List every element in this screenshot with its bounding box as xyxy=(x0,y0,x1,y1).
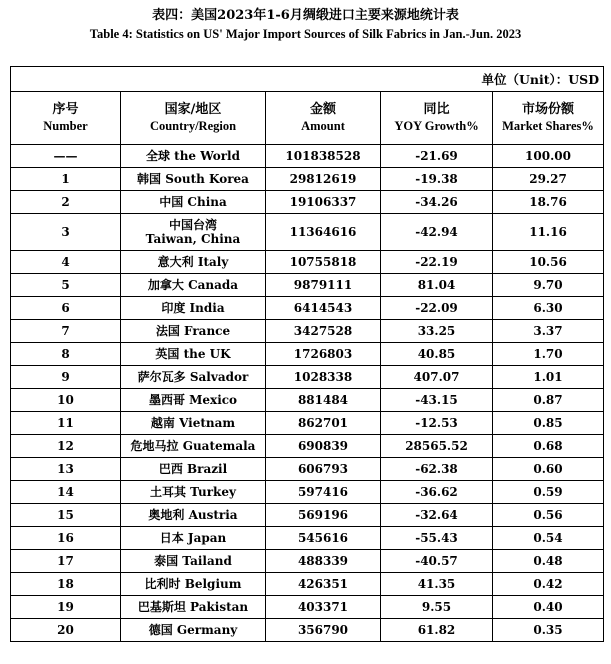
cell-yoy: -43.15 xyxy=(381,389,493,412)
cell-amount: 597416 xyxy=(266,481,381,504)
cell-share: 1.01 xyxy=(493,366,604,389)
header-en: YOY Growth% xyxy=(394,119,479,133)
cell-country: 德国 Germany xyxy=(121,619,266,642)
cell-yoy: -22.09 xyxy=(381,297,493,320)
cell-yoy: -62.38 xyxy=(381,458,493,481)
cell-yoy: -32.64 xyxy=(381,504,493,527)
cell-share: 3.37 xyxy=(493,320,604,343)
cell-country: 巴基斯坦 Pakistan xyxy=(121,596,266,619)
cell-country: 危地马拉 Guatemala xyxy=(121,435,266,458)
cell-number: 11 xyxy=(11,412,121,435)
table-row xyxy=(11,435,604,458)
cell-number: 20 xyxy=(11,619,121,642)
cell-number: 18 xyxy=(11,573,121,596)
cell-amount: 6414543 xyxy=(266,297,381,320)
header-yoy xyxy=(381,92,493,145)
cell-amount: 3427528 xyxy=(266,320,381,343)
cell-amount: 29812619 xyxy=(266,168,381,191)
cell-country: 法国 France xyxy=(121,320,266,343)
cell-amount: 101838528 xyxy=(266,145,381,168)
table-row xyxy=(11,191,604,214)
cell-amount: 1726803 xyxy=(266,343,381,366)
cell-yoy: 40.85 xyxy=(381,343,493,366)
cell-amount: 862701 xyxy=(266,412,381,435)
cell-share: 0.68 xyxy=(493,435,604,458)
cell-yoy: -21.69 xyxy=(381,145,493,168)
header-cn: 金额 xyxy=(309,102,336,117)
cell-country xyxy=(121,214,266,251)
cell-country: 全球 the World xyxy=(121,145,266,168)
header-cn: 同比 xyxy=(423,102,450,117)
header-amount xyxy=(266,92,381,145)
cell-number: 10 xyxy=(11,389,121,412)
cell-country: 巴西 Brazil xyxy=(121,458,266,481)
header-cn: 市场份额 xyxy=(522,102,575,117)
header-cn: 序号 xyxy=(52,102,79,117)
header-en: Market Shares% xyxy=(502,119,594,133)
table-row xyxy=(11,168,604,191)
cell-number: 4 xyxy=(11,251,121,274)
cell-amount: 356790 xyxy=(266,619,381,642)
header-en: Number xyxy=(43,119,88,133)
header-country xyxy=(121,92,266,145)
cell-country: 日本 Japan xyxy=(121,527,266,550)
unit-label: 单位（Unit）：USD xyxy=(11,67,604,92)
cell-number: 19 xyxy=(11,596,121,619)
cell-yoy: -19.38 xyxy=(381,168,493,191)
table-row xyxy=(11,145,604,168)
table-row xyxy=(11,596,604,619)
cell-share: 0.48 xyxy=(493,550,604,573)
cell-number: 1 xyxy=(11,168,121,191)
cell-yoy: -34.26 xyxy=(381,191,493,214)
cell-amount: 403371 xyxy=(266,596,381,619)
cell-share: 18.76 xyxy=(493,191,604,214)
table-row xyxy=(11,573,604,596)
table-row xyxy=(11,274,604,297)
cell-amount: 9879111 xyxy=(266,274,381,297)
cell-yoy: 41.35 xyxy=(381,573,493,596)
cell-share: 29.27 xyxy=(493,168,604,191)
table-title-chinese: 表四：美国2023年1-6月绸缎进口主要来源地统计表 xyxy=(152,8,459,23)
cell-share: 0.59 xyxy=(493,481,604,504)
cell-number: 6 xyxy=(11,297,121,320)
table-row xyxy=(11,214,604,251)
header-en: Country/Region xyxy=(149,119,237,133)
import-sources-table xyxy=(10,66,604,642)
header-en: Amount xyxy=(301,119,345,133)
cell-yoy: -42.94 xyxy=(381,214,493,251)
cell-country: 韩国 South Korea xyxy=(121,168,266,191)
table-row xyxy=(11,504,604,527)
country-name-en: Taiwan, China xyxy=(145,232,241,246)
table-row xyxy=(11,481,604,504)
cell-amount: 606793 xyxy=(266,458,381,481)
cell-share: 0.42 xyxy=(493,573,604,596)
table-row xyxy=(11,343,604,366)
cell-amount: 11364616 xyxy=(266,214,381,251)
cell-share: 0.35 xyxy=(493,619,604,642)
cell-number: 5 xyxy=(11,274,121,297)
cell-share: 0.40 xyxy=(493,596,604,619)
table-row xyxy=(11,389,604,412)
cell-country: 土耳其 Turkey xyxy=(121,481,266,504)
cell-amount: 19106337 xyxy=(266,191,381,214)
cell-country: 意大利 Italy xyxy=(121,251,266,274)
cell-country: 越南 Vietnam xyxy=(121,412,266,435)
cell-number: 3 xyxy=(11,214,121,251)
cell-yoy: -55.43 xyxy=(381,527,493,550)
cell-country: 萨尔瓦多 Salvador xyxy=(121,366,266,389)
cell-number: 2 xyxy=(11,191,121,214)
cell-share: 9.70 xyxy=(493,274,604,297)
cell-number: 8 xyxy=(11,343,121,366)
unit-row xyxy=(11,67,604,92)
cell-share: 0.60 xyxy=(493,458,604,481)
cell-yoy: -40.57 xyxy=(381,550,493,573)
table-row xyxy=(11,297,604,320)
cell-number: 17 xyxy=(11,550,121,573)
table-title-english: Table 4: Statistics on US' Major Import Sources of Silk Fabrics in Jan.-Jun. 2023 xyxy=(89,27,522,41)
cell-yoy: -22.19 xyxy=(381,251,493,274)
table-row xyxy=(11,366,604,389)
cell-amount: 1028338 xyxy=(266,366,381,389)
table-row xyxy=(11,619,604,642)
cell-yoy: 407.07 xyxy=(381,366,493,389)
cell-number: 16 xyxy=(11,527,121,550)
cell-country: 泰国 Tailand xyxy=(121,550,266,573)
cell-country: 印度 India xyxy=(121,297,266,320)
table-row xyxy=(11,458,604,481)
cell-country: 加拿大 Canada xyxy=(121,274,266,297)
cell-yoy: -36.62 xyxy=(381,481,493,504)
cell-yoy: 33.25 xyxy=(381,320,493,343)
cell-yoy: 81.04 xyxy=(381,274,493,297)
table-row xyxy=(11,320,604,343)
cell-amount: 569196 xyxy=(266,504,381,527)
cell-country: 墨西哥 Mexico xyxy=(121,389,266,412)
cell-amount: 881484 xyxy=(266,389,381,412)
cell-number: —— xyxy=(11,145,121,168)
cell-share: 100.00 xyxy=(493,145,604,168)
cell-share: 11.16 xyxy=(493,214,604,251)
cell-share: 0.85 xyxy=(493,412,604,435)
cell-number: 15 xyxy=(11,504,121,527)
table-row xyxy=(11,527,604,550)
cell-yoy: 28565.52 xyxy=(381,435,493,458)
cell-country: 英国 the UK xyxy=(121,343,266,366)
cell-share: 0.54 xyxy=(493,527,604,550)
header-number xyxy=(11,92,121,145)
cell-number: 7 xyxy=(11,320,121,343)
cell-number: 9 xyxy=(11,366,121,389)
cell-yoy: -12.53 xyxy=(381,412,493,435)
cell-number: 13 xyxy=(11,458,121,481)
cell-share: 6.30 xyxy=(493,297,604,320)
cell-country: 中国 China xyxy=(121,191,266,214)
cell-number: 14 xyxy=(11,481,121,504)
cell-country: 奥地利 Austria xyxy=(121,504,266,527)
cell-share: 0.56 xyxy=(493,504,604,527)
header-cn: 国家/地区 xyxy=(164,102,222,117)
cell-yoy: 9.55 xyxy=(381,596,493,619)
cell-yoy: 61.82 xyxy=(381,619,493,642)
cell-amount: 690839 xyxy=(266,435,381,458)
cell-share: 1.70 xyxy=(493,343,604,366)
header-row xyxy=(11,92,604,145)
cell-amount: 545616 xyxy=(266,527,381,550)
table-row xyxy=(11,412,604,435)
table-row xyxy=(11,550,604,573)
cell-share: 0.87 xyxy=(493,389,604,412)
header-share xyxy=(493,92,604,145)
cell-share: 10.56 xyxy=(493,251,604,274)
table-row xyxy=(11,251,604,274)
cell-number: 12 xyxy=(11,435,121,458)
cell-amount: 10755818 xyxy=(266,251,381,274)
cell-country: 比利时 Belgium xyxy=(121,573,266,596)
country-name-cn: 中国台湾 xyxy=(168,218,217,232)
cell-amount: 488339 xyxy=(266,550,381,573)
cell-amount: 426351 xyxy=(266,573,381,596)
